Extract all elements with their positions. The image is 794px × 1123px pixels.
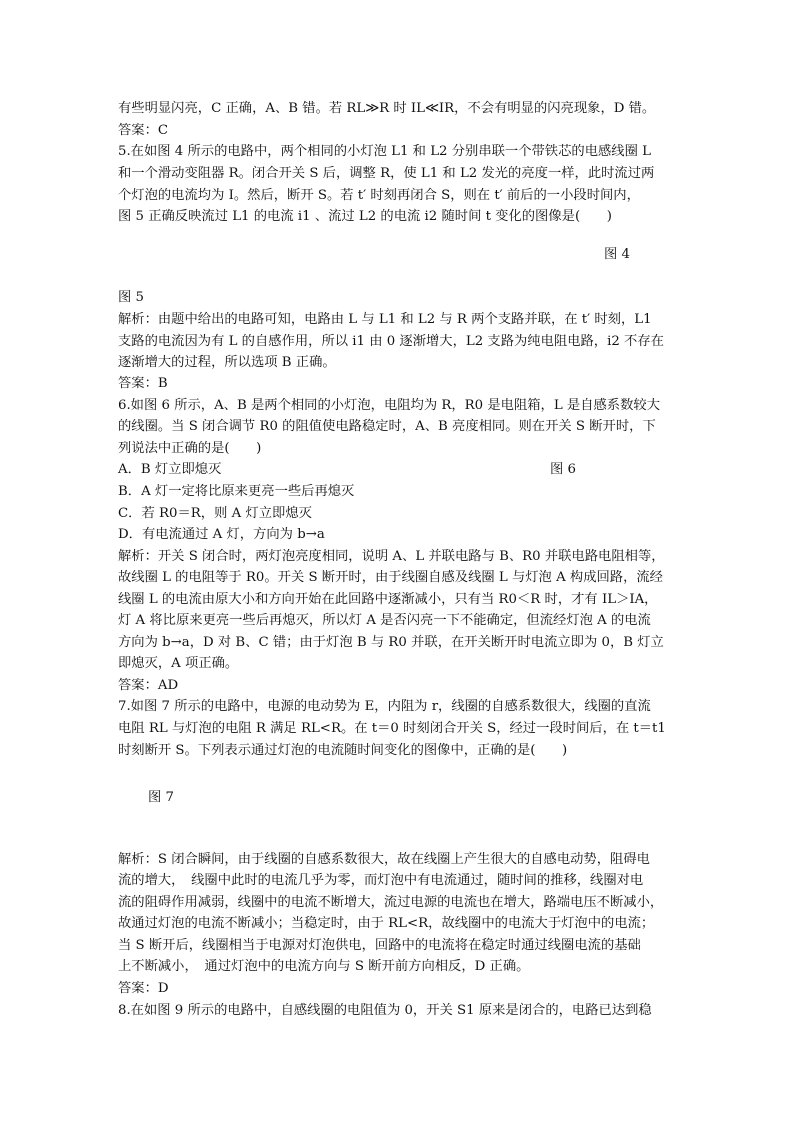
text-line: 支路的电流因为有 L 的自感作用，所以 i1 由 0 逐渐增大，L2 支路为纯电阻电路，i2 不存在 [118, 334, 664, 349]
text-line: 列说法中正确的是( ) [118, 441, 262, 456]
text-line: 灯 A 将比原来更亮一些后再熄灭，所以灯 A 是否闪亮一下不能确定，但流经灯泡 A 的电流 [118, 613, 651, 628]
text-line: 个灯泡的电流均为 I。然后，断开 S。若 t′ 时刻再闭合 S，则在 t′ 前后的一小段时间内， [118, 188, 640, 203]
option-d: D．有电流通过 A 灯，方向为 b→a [118, 527, 325, 542]
figure-5-caption: 图 5 [118, 290, 144, 305]
text-line: 逐渐增大的过程，所以选项 B 正确。 [118, 355, 336, 370]
text-line: 图 5 正确反映流过 L1 的电流 i1 、流过 L2 的电流 i2 随时间 t 变化的图像是( ) [118, 209, 612, 224]
text-line: 有些明显闪亮，C 正确，A、B 错。若 RL≫R 时 IL≪IR，不会有明显的闪亮现象，D 错。 [118, 101, 656, 116]
question-8-line: 8.在如图 9 所示的电路中，自感线圈的电阻值为 0，开关 S1 原来是闭合的，电路已达到稳 [118, 1003, 652, 1018]
text-line: 和一个滑动变阻器 R。闭合开关 S 后，调整 R，使 L1 和 L2 发光的亮度一样，此时流过两 [118, 166, 655, 181]
answer-line: 答案：D [118, 981, 169, 996]
figure-6-caption: 图 6 [550, 462, 576, 477]
text-line: 流的增大， 线圈中此时的电流几乎为零，而灯泡中有电流通过，随时间的推移，线圈对电 [118, 873, 644, 888]
analysis-line: 解析：由题中给出的电路可知，电路由 L 与 L1 和 L2 与 R 两个支路并联，在 t′ 时刻，L1 [118, 312, 652, 327]
text-line: 方向为 b→a，D 对 B、C 错；由于灯泡 B 与 R0 并联，在开关断开时电流立即为 0，B 灯立 [118, 635, 664, 650]
answer-line: 答案：B [118, 376, 168, 391]
text-line: 当 S 断开后，线圈相当于电源对灯泡供电，回路中的电流将在稳定时通过线圈电流的基础 [118, 938, 641, 953]
text-line: 故通过灯泡的电流不断减小；当稳定时，由于 RL<R，故线圈中的电流大于灯泡中的电流； [118, 916, 655, 931]
option-c: C．若 R0＝R，则 A 灯立即熄灭 [118, 506, 312, 521]
text-line: 线圈 L 的电流由原大小和方向开始在此回路中逐渐减小，只有当 R0＜R 时，才有 IL＞IA， [118, 592, 658, 607]
text-line: 上不断减小， 通过灯泡中的电流方向与 S 断开前方向相反，D 正确。 [118, 959, 530, 974]
figure-4-caption: 图 4 [604, 247, 630, 262]
text-line: 流的阻碍作用减弱，线圈中的电流不断增大，流过电源的电流也在增大，路端电压不断减小， [118, 895, 664, 910]
analysis-line: 解析：S 闭合瞬间，由于线圈的自感系数很大，故在线圈上产生很大的自感电动势，阻碍电 [118, 852, 650, 867]
text-line: 时刻断开 S。下列表示通过灯泡的电流随时间变化的图像中，正确的是( ) [118, 743, 568, 758]
analysis-line: 解析：开关 S 闭合时，两灯泡亮度相同，说明 A、L 并联电路与 B、R0 并联电路电阻相等， [118, 549, 665, 564]
option-a: A．B 灯立即熄灭 [118, 462, 222, 477]
text-line: 电阻 RL 与灯泡的电阻 R 满足 RL<R。在 t＝0 时刻闭合开关 S，经过一段时间后，在 t＝t1 [118, 721, 666, 736]
question-6-line: 6.如图 6 所示，A、B 是两个相同的小灯泡，电阻均为 R，R0 是电阻箱，L 是自感系数较大 [118, 398, 660, 413]
question-5-line: 5.在如图 4 所示的电路中，两个相同的小灯泡 L1 和 L2 分别串联一个带铁芯的电感线圈 L [118, 144, 651, 159]
text-line: 故线圈 L 的电阻等于 R0。开关 S 断开时，由于线圈自感及线圈 L 与灯泡 A 构成回路，流经 [118, 570, 663, 585]
figure-7-caption: 图 7 [148, 790, 174, 805]
text-line: 的线圈。当 S 闭合调节 R0 的阻值使电路稳定时，A、B 亮度相同。则在开关 S 断开时，下 [118, 419, 656, 434]
answer-line: 答案：C [118, 123, 169, 138]
text-line: 即熄灭，A 项正确。 [118, 656, 239, 671]
option-b: B．A 灯一定将比原来更亮一些后再熄灭 [118, 484, 355, 499]
question-7-line: 7.如图 7 所示的电路中，电源的电动势为 E，内阻为 r，线圈的自感系数很大，线圈的直流 [118, 699, 651, 714]
answer-line: 答案：AD [118, 678, 179, 693]
